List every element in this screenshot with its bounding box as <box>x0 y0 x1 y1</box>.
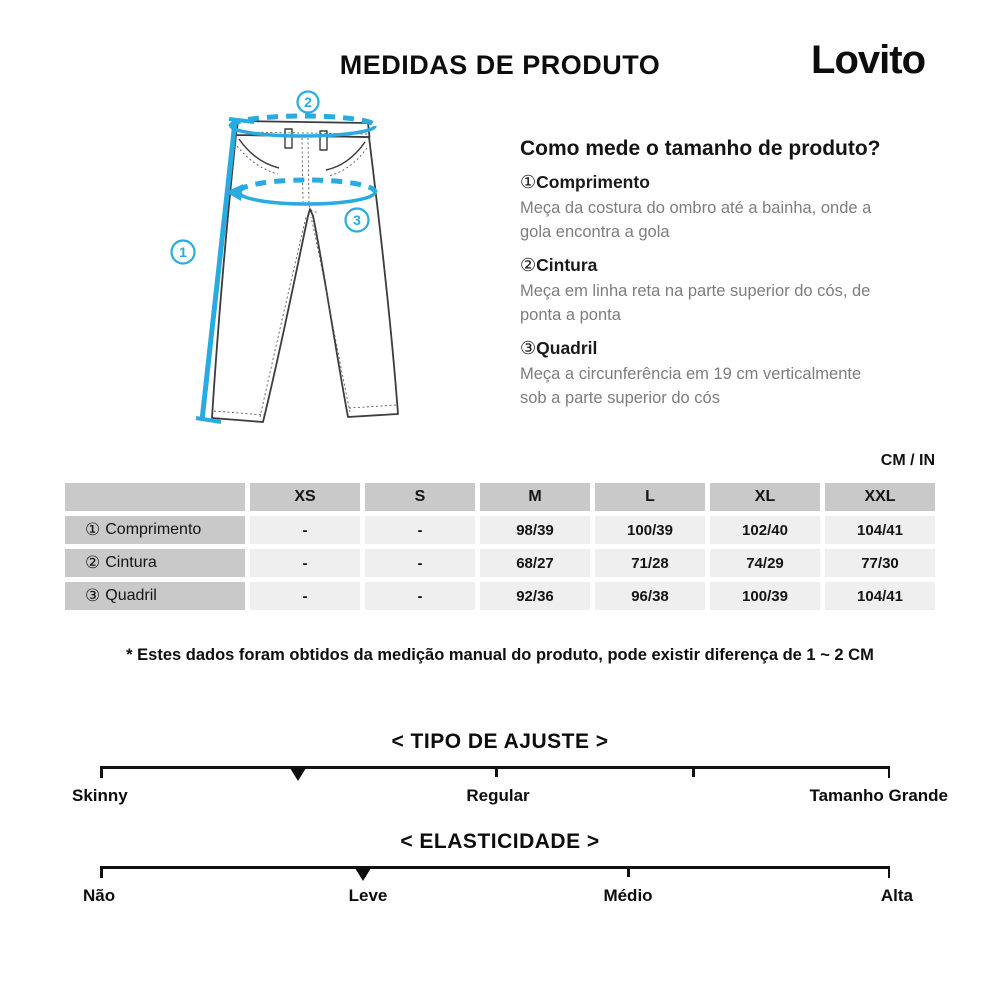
jeans-outline <box>212 121 398 422</box>
table-cell: 68/27 <box>480 549 590 577</box>
table-cell: - <box>365 516 475 544</box>
fit-type-title: < TIPO DE AJUSTE > <box>391 730 609 753</box>
table-cell: - <box>365 549 475 577</box>
guide-desc-cintura: Meça em linha reta na parte superior do cós, de ponta a ponta <box>520 282 871 324</box>
table-cell: 77/30 <box>825 549 935 577</box>
tick-mid <box>627 866 630 877</box>
guide-label-comprimento: Comprimento <box>536 172 650 192</box>
row-label-cintura: Cintura <box>105 554 157 571</box>
table-cell: - <box>365 582 475 610</box>
row-header-comprimento <box>65 516 245 544</box>
brand-logo: Lovito <box>811 38 925 82</box>
column-header-xl: XL <box>710 483 820 511</box>
row-header-quadril <box>65 582 245 610</box>
column-header-s: S <box>365 483 475 511</box>
table-cell: 71/28 <box>595 549 705 577</box>
row-label-quadril: Quadril <box>105 587 157 604</box>
elasticity-title: < ELASTICIDADE > <box>400 830 600 853</box>
guide-item-comprimento <box>520 172 905 193</box>
row-circled-number-2: ② <box>85 553 101 572</box>
fit-type-track <box>100 766 890 769</box>
guide-item-quadril <box>520 338 905 359</box>
table-cell: - <box>250 516 360 544</box>
table-cell: 100/39 <box>710 582 820 610</box>
column-header-l: L <box>595 483 705 511</box>
elasticity-labels <box>0 886 1000 908</box>
callout-number-3: 3 <box>353 212 361 228</box>
circled-number-3: ③ <box>520 338 537 358</box>
tick-mid <box>692 766 695 777</box>
elasticity-label-alta: Alta <box>880 886 913 905</box>
fit-type-labels <box>0 786 1000 808</box>
guide-desc-quadril: Meça a circunferência em 19 cm verticalmente sob a parte superior do cós <box>520 365 862 407</box>
tick-start <box>100 766 103 778</box>
elasticity-marker-icon <box>355 868 371 881</box>
table-cell: 98/39 <box>480 516 590 544</box>
elasticity-track <box>100 866 890 869</box>
fit-label-skinny: Skinny <box>72 786 128 805</box>
table-cell: - <box>250 582 360 610</box>
table-cell: 92/36 <box>480 582 590 610</box>
table-cell: 96/38 <box>595 582 705 610</box>
column-header-xxl: XXL <box>825 483 935 511</box>
row-label-comprimento: Comprimento <box>105 521 202 538</box>
elasticity-label-nao: Não <box>83 886 116 905</box>
guide-item-cintura <box>520 255 905 276</box>
table-cell: 74/29 <box>710 549 820 577</box>
fit-type-marker-icon <box>290 768 306 781</box>
callout-number-1: 1 <box>179 244 187 260</box>
row-header-cintura <box>65 549 245 577</box>
guide-desc-comprimento: Meça da costura do ombro até a bainha, onde a gola encontra a gola <box>520 199 872 241</box>
table-cell: 104/41 <box>825 516 935 544</box>
table-corner-cell <box>65 483 245 511</box>
tick-mid <box>495 766 498 777</box>
column-header-xs: XS <box>250 483 360 511</box>
column-header-m: M <box>480 483 590 511</box>
unit-label: CM / IN <box>880 452 935 469</box>
circled-number-2: ② <box>520 255 537 275</box>
tick-end <box>888 766 891 778</box>
row-circled-number-3: ③ <box>85 586 101 605</box>
fit-label-regular: Regular <box>466 786 530 805</box>
table-cell: 104/41 <box>825 582 935 610</box>
size-table <box>65 483 935 610</box>
table-cell: 102/40 <box>710 516 820 544</box>
measure-guide <box>520 137 905 410</box>
table-cell: - <box>250 549 360 577</box>
fit-label-tamanho-grande: Tamanho Grande <box>809 786 948 805</box>
pants-diagram <box>150 90 480 440</box>
circled-number-1: ① <box>520 172 537 192</box>
table-cell: 100/39 <box>595 516 705 544</box>
row-circled-number-1: ① <box>85 520 101 539</box>
guide-heading: Como mede o tamanho de produto? <box>520 137 881 160</box>
guide-label-quadril: Quadril <box>536 338 598 358</box>
guide-label-cintura: Cintura <box>536 255 598 275</box>
tick-start <box>100 866 103 878</box>
page-title: MEDIDAS DE PRODUTO <box>339 50 661 80</box>
elasticity-label-leve: Leve <box>348 886 388 905</box>
callout-number-2: 2 <box>304 94 312 110</box>
measurement-note: * Estes dados foram obtidos da medição manual do produto, pode existir diferença de 1 ~ 2 CM <box>126 646 874 664</box>
tick-end <box>888 866 891 878</box>
elasticity-label-medio: Médio <box>603 886 653 905</box>
